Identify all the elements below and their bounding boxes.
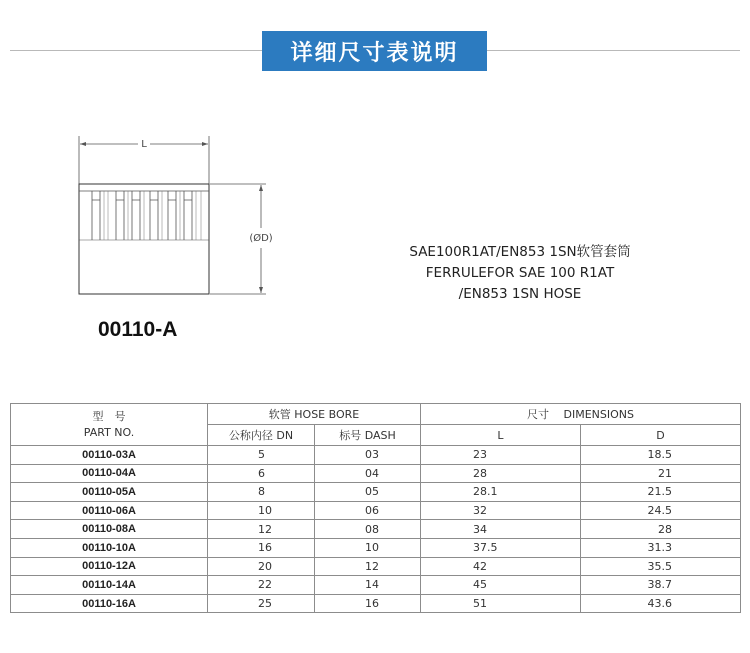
table-row bbox=[11, 538, 741, 557]
part-number-header bbox=[11, 404, 208, 446]
dn-cell: 8 bbox=[208, 483, 315, 502]
dash-cell: 05 bbox=[315, 483, 421, 502]
d-cell: 21.5 bbox=[581, 483, 741, 502]
table-row bbox=[11, 576, 741, 595]
length-dimension-label: L bbox=[141, 139, 147, 150]
dimensions-header: 尺寸 DIMENSIONS bbox=[421, 404, 741, 425]
section-title: 详细尺寸表说明 bbox=[262, 31, 487, 71]
part-number-cell: 00110-12A bbox=[11, 557, 208, 576]
table-body bbox=[11, 446, 741, 613]
l-cell: 42 bbox=[421, 557, 581, 576]
part-number-cell: 00110-05A bbox=[11, 483, 208, 502]
part-number-cell: 00110-08A bbox=[11, 520, 208, 539]
dash-cell: 10 bbox=[315, 538, 421, 557]
l-cell: 37.5 bbox=[421, 538, 581, 557]
l-cell: 45 bbox=[421, 576, 581, 595]
part-code: 00110-A bbox=[98, 318, 178, 341]
table-row bbox=[11, 501, 741, 520]
description-line-1: SAE100R1AT/EN853 1SN软管套筒 bbox=[409, 244, 631, 260]
d-cell: 24.5 bbox=[581, 501, 741, 520]
header-rule-right bbox=[487, 50, 740, 51]
table-row bbox=[11, 446, 741, 465]
d-cell: 35.5 bbox=[581, 557, 741, 576]
part-number-cell: 00110-06A bbox=[11, 501, 208, 520]
l-cell: 28 bbox=[421, 464, 581, 483]
dash-cell: 14 bbox=[315, 576, 421, 595]
dash-cell: 12 bbox=[315, 557, 421, 576]
dash-cell: 08 bbox=[315, 520, 421, 539]
table-row bbox=[11, 464, 741, 483]
part-header-en: PART NO. bbox=[83, 425, 135, 439]
l-cell: 51 bbox=[421, 594, 581, 613]
d-cell: 38.7 bbox=[581, 576, 741, 595]
d-cell: 28 bbox=[581, 520, 741, 539]
l-header: L bbox=[421, 425, 581, 446]
description-line-2: FERRULEFOR SAE 100 R1AT bbox=[425, 265, 615, 281]
table-row bbox=[11, 483, 741, 502]
diameter-dimension-label: (ØD) bbox=[249, 233, 273, 244]
l-cell: 34 bbox=[421, 520, 581, 539]
part-number-cell: 00110-10A bbox=[11, 538, 208, 557]
dn-cell: 10 bbox=[208, 501, 315, 520]
dn-cell: 5 bbox=[208, 446, 315, 465]
hose-bore-header: 软管 HOSE BORE bbox=[208, 404, 421, 425]
part-number-cell: 00110-14A bbox=[11, 576, 208, 595]
dn-cell: 6 bbox=[208, 464, 315, 483]
l-cell: 32 bbox=[421, 501, 581, 520]
header-rule-left bbox=[10, 50, 262, 51]
part-number-cell: 00110-03A bbox=[11, 446, 208, 465]
product-description bbox=[400, 242, 640, 305]
dn-header: 公称内径 DN bbox=[208, 425, 315, 446]
dn-cell: 22 bbox=[208, 576, 315, 595]
d-cell: 21 bbox=[581, 464, 741, 483]
part-number-cell: 00110-04A bbox=[11, 464, 208, 483]
d-cell: 43.6 bbox=[581, 594, 741, 613]
dn-cell: 25 bbox=[208, 594, 315, 613]
ferrule-technical-drawing bbox=[70, 130, 273, 305]
dn-cell: 12 bbox=[208, 520, 315, 539]
table-row bbox=[11, 594, 741, 613]
dash-cell: 16 bbox=[315, 594, 421, 613]
l-cell: 28.1 bbox=[421, 483, 581, 502]
d-cell: 31.3 bbox=[581, 538, 741, 557]
dash-cell: 04 bbox=[315, 464, 421, 483]
description-line-3: /EN853 1SN HOSE bbox=[458, 286, 582, 302]
table-row bbox=[11, 557, 741, 576]
part-header-cn: 型 号 bbox=[92, 409, 126, 423]
table-row bbox=[11, 520, 741, 539]
part-number-cell: 00110-16A bbox=[11, 594, 208, 613]
dash-cell: 06 bbox=[315, 501, 421, 520]
dimensions-table bbox=[10, 403, 741, 613]
dn-cell: 20 bbox=[208, 557, 315, 576]
dn-cell: 16 bbox=[208, 538, 315, 557]
d-cell: 18.5 bbox=[581, 446, 741, 465]
dash-header: 标号 DASH bbox=[315, 425, 421, 446]
dash-cell: 03 bbox=[315, 446, 421, 465]
d-header: D bbox=[581, 425, 741, 446]
l-cell: 23 bbox=[421, 446, 581, 465]
